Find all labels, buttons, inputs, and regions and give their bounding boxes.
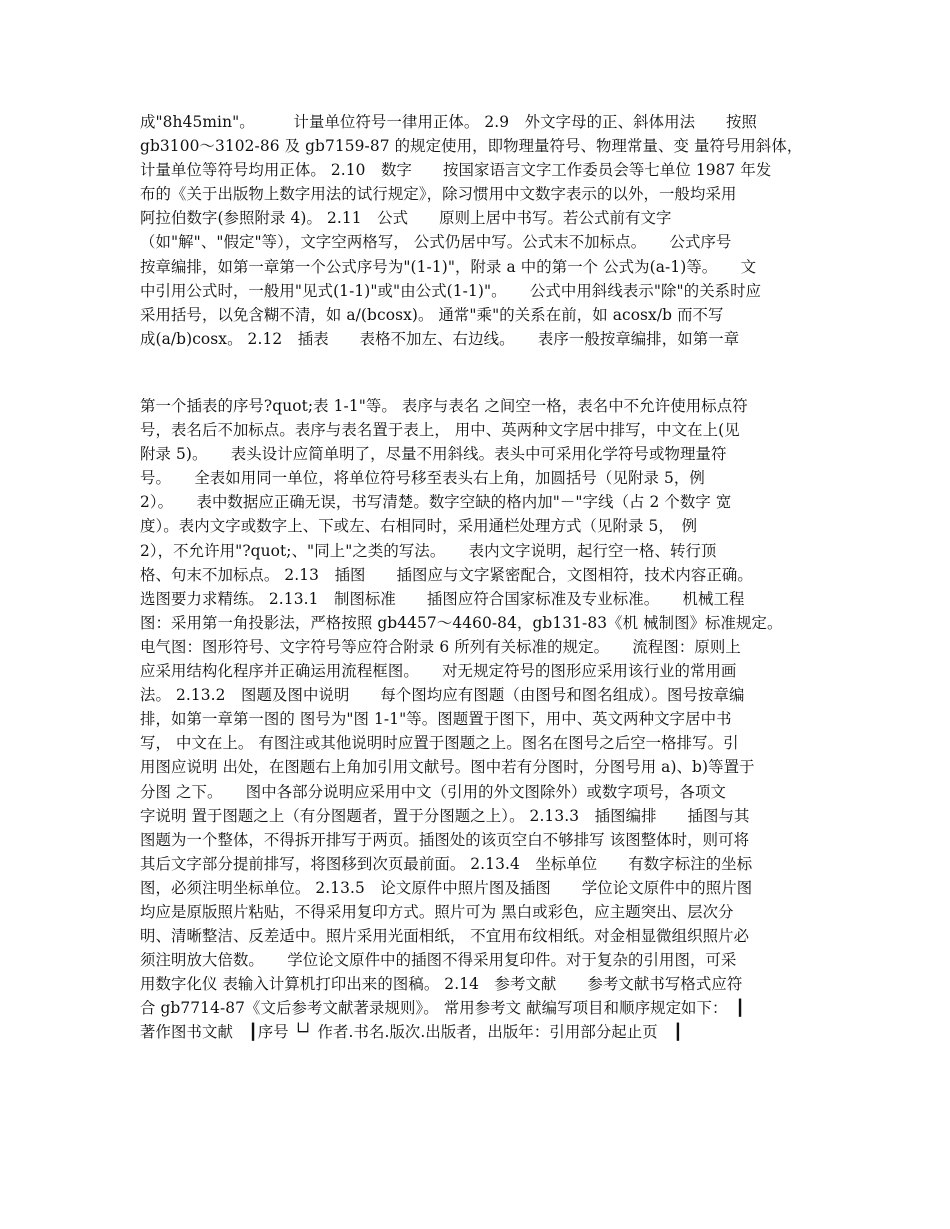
text-line: 成"8h45min"。 计量单位符号一律用正体。 2.9 外文字母的正、斜体用法 按照 <box>140 113 758 131</box>
text-line: 字说明 置于图题之上（有分图题者，置于分图题之上）。 2.13.3 插图编排 插图与其 <box>140 806 750 825</box>
text-line: gb3100～3102-86 及 gb7159-87 的规定使用，即物理量符号、物理常量、变 量符号用斜体， <box>140 137 803 156</box>
text-line: 计量单位等符号均用正体。 2.10 数字 按国家语言文字工作委员会等七单位 1987 年发 <box>140 161 772 180</box>
text-line: 图题为一个整体，不得拆开排写于两页。插图处的该页空白不够排写 该图整体时，则可将 <box>140 830 750 849</box>
text-line: 均应是原版照片粘贴，不得采用复印方式。照片可为 黑白或彩色，应主题突出、层次分 <box>140 902 734 921</box>
text-line: 中引用公式时，一般用"见式(1-1)"或"由公式(1-1)"。 公式中用斜线表示"除"的关系时应 <box>140 281 762 300</box>
text-line: 度）。表内文字或数字上、下或左、右相同时，采用通栏处理方式（见附录 5， 例 <box>140 517 698 536</box>
text-line: 2）。 表中数据应正确无误，书写清楚。数字空缺的格内加"－"字线（占 2 个数字 宽 <box>140 493 732 512</box>
text-line: 按章编排，如第一章第一个公式序号为"(1-1)"，附录 a 中的第一个 公式为(a-1)等。 文 <box>140 257 757 276</box>
text-line: 格、句末不加标点。 2.13 插图 插图应与文字紧密配合，文图相符，技术内容正确。 <box>140 565 753 584</box>
text-line: 明、清晰整洁、反差适中。照片采用光面相纸， 不宜用布纹相纸。对金相显微组织照片必 <box>140 927 750 946</box>
text-line: 第一个插表的序号?quot;表 1-1"等。 表序与表名 之间空一格，表名中不允许使用标点符 <box>140 397 748 415</box>
text-line: 阿拉伯数字(参照附录 4)。 2.11 公式 原则上居中书写。若公式前有文字 <box>140 209 672 228</box>
text-line: 须注明放大倍数。 学位论文原件中的插图不得采用复印件。对于复杂的引用图，可采 <box>140 951 737 970</box>
paragraph-1 <box>140 110 816 351</box>
text-line: 附录 5)。 表头设计应简单明了，尽量不用斜线。表头中可采用化学符号或物理量符 <box>140 445 727 464</box>
text-line: 分图 之下。 图中各部分说明应采用中文（引用的外文图除外）或数字项号，各项文 <box>140 782 726 801</box>
text-line: 选图要力求精练。 2.13.1 制图标准 插图应符合国家标准及专业标准。 机械工程 <box>140 589 745 608</box>
text-line: （如"解"、"假定"等），文字空两格写， 公式仍居中写。公式末不加标点。 公式序号 <box>140 233 732 252</box>
text-line: 排，如第一章第一图的 图号为"图 1-1"等。图题置于图下，用中、英文两种文字居中书 <box>140 710 732 729</box>
text-line: 其后文字部分提前排写，将图移到次页最前面。 2.13.4 坐标单位 有数字标注的坐标 <box>140 854 753 873</box>
paragraph-2 <box>140 394 816 1045</box>
text-line: 2），不允许用"?quot;、"同上"之类的写法。 表内文字说明，起行空一格、转行顶 <box>140 541 717 560</box>
text-line: 号，表名后不加标点。表序与表名置于表上， 用中、英两种文字居中排写，中文在上(见 <box>140 421 740 440</box>
text-line: 采用括号，以免含糊不清，如 a/(bcosx)。 通常"乘"的关系在前，如 acosx/b 而不写 <box>140 305 724 324</box>
text-line: 图，必须注明坐标单位。 2.13.5 论文原件中照片图及插图 学位论文原件中的照片图 <box>140 878 753 897</box>
text-line: 法。 2.13.2 图题及图中说明 每个图均应有图题（由图号和图名组成）。图号按章编 <box>140 686 745 705</box>
text-line: 著作图书文献 ┃序号 └┘ 作者.书名.版次.出版者，出版年：引用部分起止页 ┃ <box>140 1023 683 1042</box>
text-line: 用图应说明 出处，在图题右上角加引用文献号。图中若有分图时，分图号用 a)、b)等置于 <box>140 758 755 777</box>
text-line: 用数字化仪 表输入计算机打印出来的图稿。 2.14 参考文献 参考文献书写格式应符 <box>140 975 743 994</box>
text-line: 图：采用第一角投影法，严格按照 gb4457～4460-84，gb131-83《机 械制图》标准规定。 <box>140 613 783 632</box>
text-line: 合 gb7714-87《文后参考文献著录规则》。 常用参考文 献编写项目和顺序规定如下： ┃ <box>140 999 745 1018</box>
text-line: 布的《关于出版物上数字用法的试行规定》，除习惯用中文数字表示的以外，一般均采用 <box>140 185 737 204</box>
text-line: 号。 全表如用同一单位，将单位符号移至表头右上角，加圆括号（见附录 5，例 <box>140 469 705 488</box>
text-line: 成(a/b)cosx。 2.12 插表 表格不加左、右边线。 表序一般按章编排，如第一章 <box>140 329 740 348</box>
text-line: 应采用结构化程序并正确运用流程框图。 对无规定符号的图形应采用该行业的常用画 <box>140 662 737 681</box>
text-line: 写， 中文在上。 有图注或其他说明时应置于图题之上。图名在图号之后空一格排写。引 <box>140 734 739 753</box>
text-line: 电气图：图形符号、文字符号等应符合附录 6 所列有关标准的规定。 流程图：原则上 <box>140 637 741 656</box>
